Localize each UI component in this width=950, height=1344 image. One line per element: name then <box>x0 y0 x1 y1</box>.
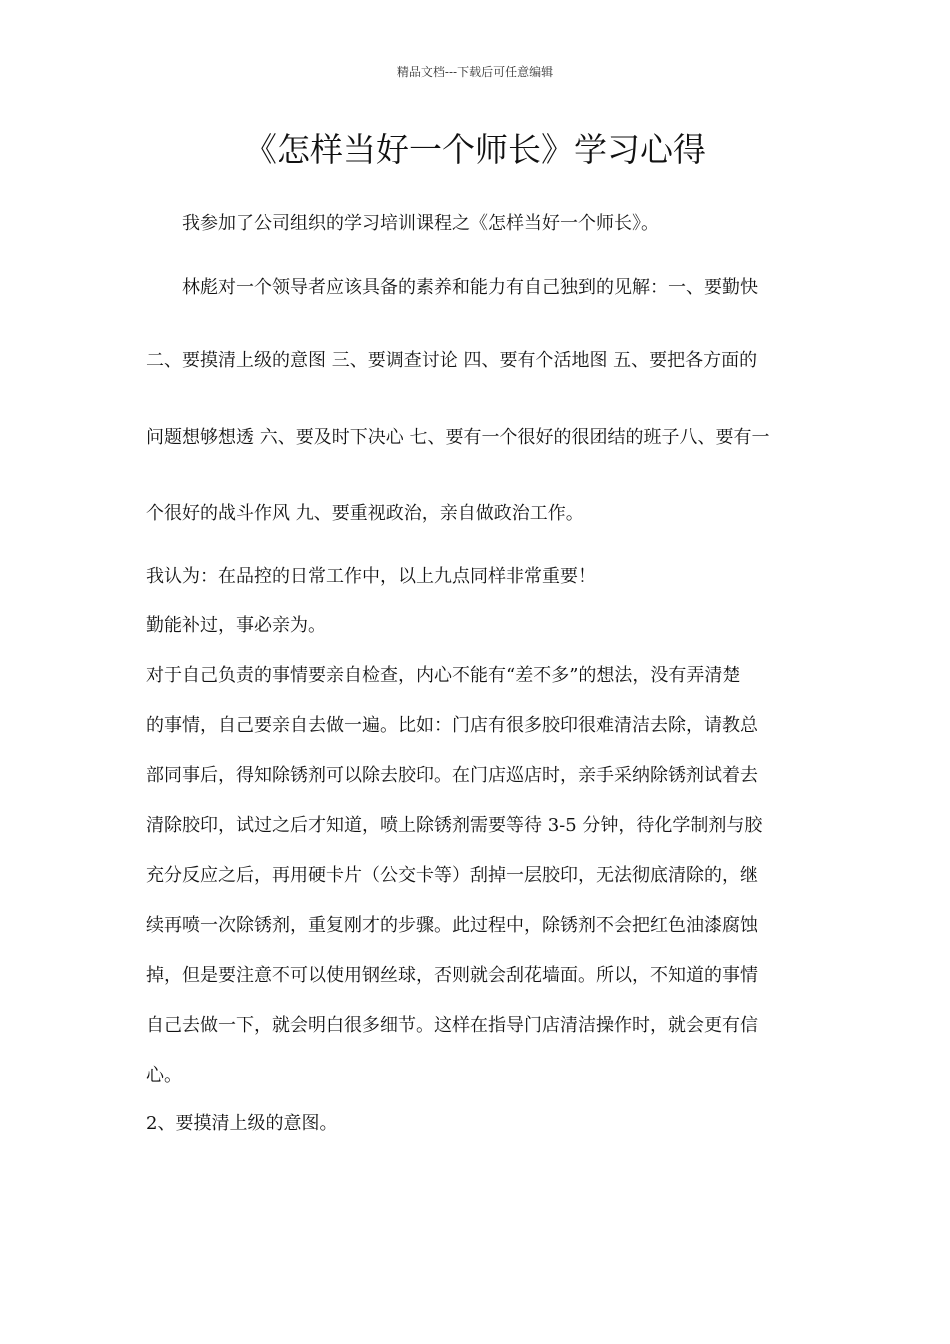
paragraph-line: 二、要摸清上级的意图 三、要调查讨论 四、要有个活地图 五、要把各方面的 <box>146 350 758 371</box>
paragraph-line: 我参加了公司组织的学习培训课程之《怎样当好一个师长》。 <box>182 213 659 234</box>
document-title: 《怎样当好一个师长》学习心得 <box>244 130 706 169</box>
paragraph-line: 清除胶印，试过之后才知道，喷上除锈剂需要等待 3-5 分钟，待化学制剂与胶 <box>146 815 763 836</box>
page-header: 精品文档---下载后可任意编辑 <box>396 65 554 79</box>
paragraph-line: 个很好的战斗作风 九、要重视政治，亲自做政治工作。 <box>146 503 584 524</box>
section-heading: 勤能补过，事必亲为。 <box>146 615 326 636</box>
paragraph-line: 问题想够想透 六、要及时下决心 七、要有一个很好的很团结的班子八、要有一 <box>146 427 770 448</box>
paragraph-line: 林彪对一个领导者应该具备的素养和能力有自己独到的见解：一、要勤快 <box>182 277 758 298</box>
paragraph-line: 掉，但是要注意不可以使用钢丝球，否则就会刮花墙面。所以，不知道的事情 <box>146 965 758 986</box>
section-heading: 2、要摸清上级的意图。 <box>146 1113 338 1134</box>
paragraph-line: 的事情，自己要亲自去做一遍。比如：门店有很多胶印很难清洁去除，请教总 <box>146 715 758 736</box>
paragraph-line: 对于自己负责的事情要亲自检查，内心不能有“差不多”的想法，没有弄清楚 <box>146 665 741 686</box>
paragraph-line: 我认为：在品控的日常工作中，以上九点同样非常重要！ <box>146 566 596 587</box>
paragraph-line: 充分反应之后，再用硬卡片（公交卡等）刮掉一层胶印，无法彻底清除的，继 <box>146 865 758 886</box>
paragraph-line: 自己去做一下，就会明白很多细节。这样在指导门店清洁操作时，就会更有信 <box>146 1015 758 1036</box>
paragraph-line: 续再喷一次除锈剂，重复刚才的步骤。此过程中，除锈剂不会把红色油漆腐蚀 <box>146 915 758 936</box>
paragraph-line: 部同事后，得知除锈剂可以除去胶印。在门店巡店时，亲手采纳除锈剂试着去 <box>146 765 758 786</box>
paragraph-line: 心。 <box>146 1065 182 1086</box>
